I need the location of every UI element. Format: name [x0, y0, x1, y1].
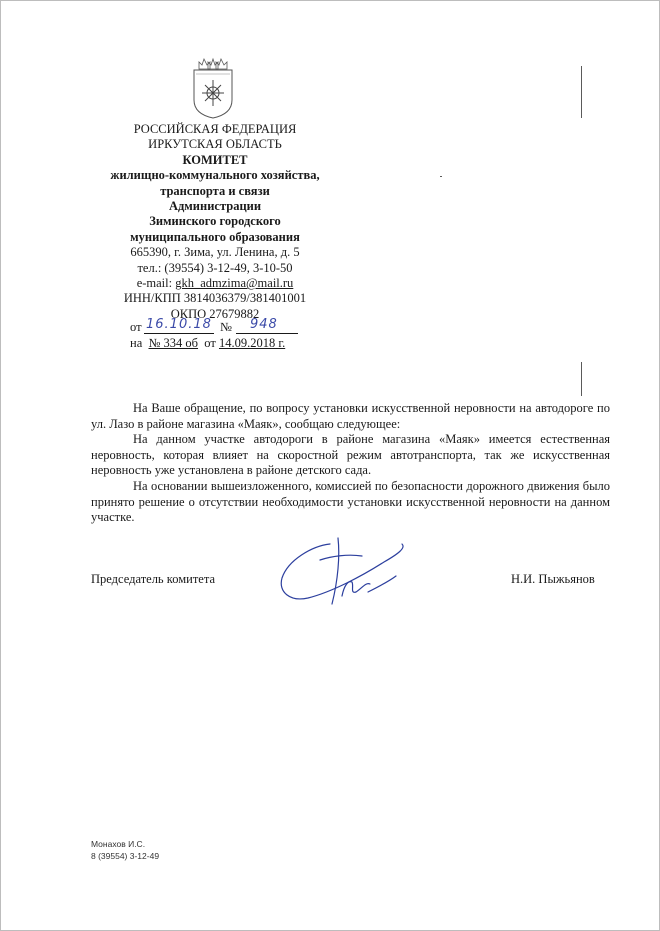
reply-label: на [130, 336, 143, 350]
region-line: ИРКУТСКАЯ ОБЛАСТЬ [148, 137, 282, 152]
number-label: № [220, 320, 232, 334]
body-paragraph: На данном участке автодороги в районе магазина «Маяк» имеется естественная неровность, которая влияет на скоростной режим автотранспорта, так же искусственная неровность уже установлена в районе детского сада. [91, 432, 610, 478]
committee-line: транспорта и связи [160, 183, 270, 198]
administration-line: Администрации [168, 199, 262, 214]
letterhead [90, 122, 340, 322]
committee-line: жилищно-коммунального хозяйства, [110, 168, 320, 183]
reply-line [130, 336, 285, 351]
address-line: 665390, г. Зима, ул. Ленина, д. 5 [130, 245, 300, 260]
signatory-title: Председатель комитета [91, 572, 215, 586]
date-label: от [130, 320, 142, 334]
date-blank [144, 333, 214, 334]
body-paragraph: На основании вышеизложенного, комиссией по безопасности дорожного движения было принято решение о отсутствии необходимости установки искусственной неровности на данном участке. [91, 478, 610, 525]
committee-heading: КОМИТЕТ [182, 152, 248, 167]
number-blank [236, 333, 298, 334]
executor-phone: 8 (39554) 3-12-49 [91, 851, 160, 861]
handwritten-date: 16.10.18 [146, 317, 212, 332]
letter-body [91, 401, 610, 526]
country-line: РОССИЙСКАЯ ФЕДЕРАЦИЯ [133, 122, 297, 136]
reply-date: 14.09.2018 г. [218, 336, 286, 350]
phone-line: тел.: (39554) 3-12-49, 3-10-50 [137, 260, 293, 275]
signatory-name: Н.И. Пыжьянов [511, 572, 595, 586]
reply-number: № 334 об [148, 336, 199, 350]
executor-info [91, 838, 159, 862]
inn-kpp-line: ИНН/КПП 3814036379/381401001 [123, 291, 307, 306]
email-line [90, 276, 340, 291]
handwritten-number: 948 [250, 317, 278, 332]
email-link[interactable]: gkh_admzima@mail.ru [175, 276, 294, 291]
municipality-line: Зиминского городского [149, 214, 281, 229]
body-paragraph: На Ваше обращение, по вопросу установки искусственной неровности на автодороге по ул. Лазо в районе магазина «Маяк», сообщаю следующее: [91, 401, 610, 431]
scan-mark [581, 66, 582, 118]
scan-mark [440, 176, 442, 177]
handwritten-signature [272, 532, 412, 616]
municipality-line: муниципального образования [130, 229, 300, 244]
email-label: e-mail: [136, 276, 176, 291]
okpo-line: ОКПО 27679882 [170, 306, 260, 321]
scan-mark [581, 362, 582, 396]
coat-of-arms-icon [190, 56, 236, 120]
executor-name: Монахов И.С. [91, 839, 146, 849]
reply-date-label: от [204, 336, 216, 350]
